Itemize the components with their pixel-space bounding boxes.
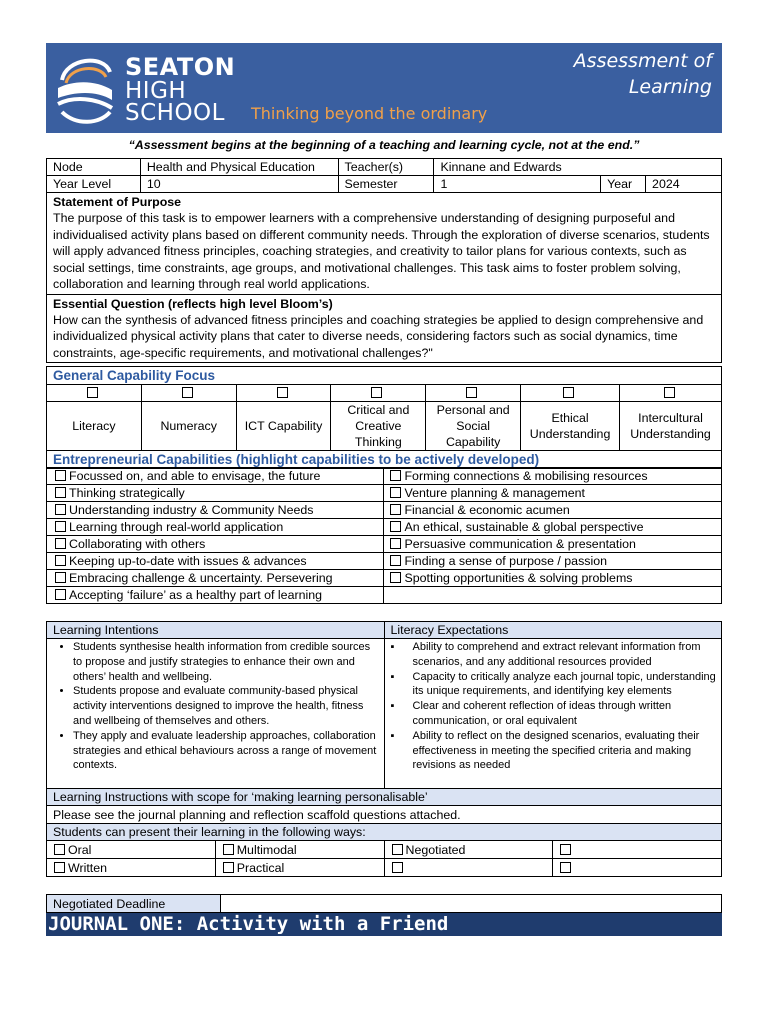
list-item: • Students synthesise health information from credible sources to propose and justify strategies to enhance their own and others’ health and wellbeing. [73, 640, 380, 684]
learning-intentions-heading: Learning Intentions [47, 622, 385, 639]
present-option-blank[interactable] [553, 841, 722, 859]
learning-intentions-cell [47, 639, 385, 789]
blank-checkbox[interactable] [560, 862, 571, 873]
list-item: ▪ Capacity to critically analyze each journal topic, understanding its unique requirements, and identifying key elements [391, 670, 717, 700]
present-option-blank[interactable] [553, 859, 722, 877]
ict-checkbox-cell[interactable] [236, 385, 331, 402]
journal-title: JOURNAL ONE: Activity with a Friend [46, 913, 722, 936]
ent-item[interactable]: Spotting opportunities & solving problems [384, 570, 722, 587]
present-option-negotiated[interactable]: Negotiated [384, 841, 553, 859]
ent-item[interactable]: Venture planning & management [384, 485, 722, 502]
learning-table [46, 621, 722, 877]
ent-checkbox[interactable] [55, 470, 66, 481]
present-option-written[interactable]: Written [47, 859, 216, 877]
task-info-table [46, 158, 722, 363]
ent-checkbox[interactable] [55, 589, 66, 600]
question-text: How can the synthesis of advanced fitness principles and coaching strategies be applied to design comprehensive and individualized physical activity plans that cater to diverse needs, considering factors such as social dynamics, time constraints, age-specific requirements, and motivational challenges?" [53, 312, 704, 360]
purpose-heading: Statement of Purpose [53, 195, 182, 209]
literacy-checkbox[interactable] [87, 387, 98, 398]
practical-checkbox[interactable] [223, 862, 234, 873]
deadline-label: Negotiated Deadline [47, 895, 221, 913]
learning-instructions-heading: Learning Instructions with scope for ‘making learning personalisable’ [47, 789, 722, 806]
blank-checkbox[interactable] [392, 862, 403, 873]
school-name-line3: SCHOOL [125, 100, 225, 126]
present-option-practical[interactable]: Practical [215, 859, 384, 877]
deadline-table [46, 894, 722, 913]
ict-checkbox[interactable] [277, 387, 288, 398]
ent-checkbox[interactable] [390, 538, 401, 549]
ent-item[interactable]: Embracing challenge & uncertainty. Persevering [47, 570, 384, 587]
intercultural-checkbox[interactable] [664, 387, 675, 398]
learning-instructions-text: Please see the journal planning and reflection scaffold questions attached. [47, 806, 722, 824]
personal-social-checkbox-cell[interactable] [426, 385, 521, 402]
present-option-oral[interactable]: Oral [47, 841, 216, 859]
purpose-text: The purpose of this task is to empower learners with a comprehensive understanding of designing purposeful and individualised activity plans based on different community needs. Through the exploration of diverse scenarios, students will apply advanced fitness principles, coaching strategies, and creativity to tailor plans for various contexts, such as social settings, time constraints, age groups, and motivational challenges. This task aims to foster problem solving, collaboration and learning through real world applications. [53, 211, 710, 291]
assessment-quote: “Assessment begins at the beginning of a teaching and learning cycle, not at the end.” [128, 138, 640, 152]
ent-item[interactable]: Persuasive communication & presentation [384, 536, 722, 553]
assessment-title [492, 48, 712, 100]
critical-thinking-checkbox[interactable] [371, 387, 382, 398]
school-name-line2: HIGH [125, 78, 187, 104]
assessment-title-line1: Assessment of [573, 50, 712, 72]
capability-critical-thinking: Critical and Creative Thinking [331, 402, 426, 451]
blank-checkbox[interactable] [560, 844, 571, 855]
deadline-value[interactable] [220, 895, 721, 913]
ent-empty-cell [384, 587, 722, 604]
capability-intercultural: Intercultural Understanding [620, 402, 722, 451]
capability-literacy: Literacy [47, 402, 142, 451]
essential-question [47, 294, 722, 363]
ent-checkbox[interactable] [55, 487, 66, 498]
question-heading: Essential Question (reflects high level Bloom’s) [53, 296, 333, 311]
ent-checkbox[interactable] [390, 521, 401, 532]
intercultural-checkbox-cell[interactable] [620, 385, 722, 402]
ent-item[interactable]: Learning through real-world application [47, 519, 384, 536]
ent-item[interactable]: Finding a sense of purpose / passion [384, 553, 722, 570]
oral-checkbox[interactable] [54, 844, 65, 855]
numeracy-checkbox[interactable] [182, 387, 193, 398]
ent-checkbox[interactable] [55, 521, 66, 532]
literacy-expectations-list [385, 640, 717, 773]
school-logo-icon [56, 50, 114, 126]
list-item: • Students propose and evaluate community-based physical activity interventions designed to improve the health, fitness and wellbeing of themselves and others. [73, 684, 380, 728]
present-option-blank[interactable] [384, 859, 553, 877]
capability-ethical: Ethical Understanding [521, 402, 620, 451]
negotiated-checkbox[interactable] [392, 844, 403, 855]
ent-checkbox[interactable] [390, 555, 401, 566]
capabilities-table [46, 366, 722, 469]
present-heading: Students can present their learning in the following ways: [47, 824, 722, 841]
ent-item[interactable]: Forming connections & mobilising resources [384, 468, 722, 485]
literacy-expectations-heading: Literacy Expectations [384, 622, 721, 639]
ent-checkbox[interactable] [55, 572, 66, 583]
literacy-checkbox-cell[interactable] [47, 385, 142, 402]
literacy-expectations-cell [384, 639, 721, 789]
written-checkbox[interactable] [54, 862, 65, 873]
semester-value: 1 [434, 176, 601, 193]
ent-checkbox[interactable] [390, 487, 401, 498]
learning-intentions-list [53, 640, 380, 773]
statement-of-purpose [47, 193, 722, 295]
school-name-line1: SEATON [125, 53, 236, 81]
assessment-title-line2: Learning [628, 76, 712, 98]
entrepreneurial-table [46, 467, 722, 604]
capability-personal-social: Personal and Social Capability [426, 402, 521, 451]
year-level-label: Year Level [47, 176, 141, 193]
ent-checkbox[interactable] [55, 538, 66, 549]
teacher-label: Teacher(s) [338, 159, 434, 176]
ent-item[interactable]: Collaborating with others [47, 536, 384, 553]
multimodal-checkbox[interactable] [223, 844, 234, 855]
teacher-value: Kinnane and Edwards [434, 159, 722, 176]
ethical-checkbox-cell[interactable] [521, 385, 620, 402]
personal-social-checkbox[interactable] [466, 387, 477, 398]
list-item: ▪ Clear and coherent reflection of ideas through written communication, or oral equivalent [391, 699, 717, 729]
ent-checkbox[interactable] [390, 470, 401, 481]
ent-checkbox[interactable] [390, 504, 401, 515]
capability-numeracy: Numeracy [141, 402, 236, 451]
ent-item[interactable]: Accepting ‘failure’ as a healthy part of learning [47, 587, 384, 604]
ent-item[interactable]: Focussed on, and able to envisage, the future [47, 468, 384, 485]
year-label: Year [601, 176, 646, 193]
ent-checkbox[interactable] [55, 555, 66, 566]
ent-item[interactable]: An ethical, sustainable & global perspective [384, 519, 722, 536]
year-level-value: 10 [140, 176, 338, 193]
numeracy-checkbox-cell[interactable] [141, 385, 236, 402]
school-tagline: Thinking beyond the ordinary [251, 104, 488, 123]
ent-item[interactable]: Understanding industry & Community Needs [47, 502, 384, 519]
list-item: ▪ Ability to comprehend and extract relevant information from scenarios, and any additional resources provided [391, 640, 717, 670]
ent-item[interactable]: Thinking strategically [47, 485, 384, 502]
general-capability-heading: General Capability Focus [47, 367, 722, 385]
ethical-checkbox[interactable] [563, 387, 574, 398]
ent-item[interactable]: Financial & economic acumen [384, 502, 722, 519]
year-value: 2024 [646, 176, 722, 193]
present-option-multimodal[interactable]: Multimodal [215, 841, 384, 859]
ent-checkbox[interactable] [390, 572, 401, 583]
node-label: Node [47, 159, 141, 176]
entrepreneurial-heading: Entrepreneurial Capabilities (highlight capabilities to be actively developed) [47, 451, 722, 469]
node-value: Health and Physical Education [140, 159, 338, 176]
semester-label: Semester [338, 176, 434, 193]
capability-ict: ICT Capability [236, 402, 331, 451]
critical-thinking-checkbox-cell[interactable] [331, 385, 426, 402]
ent-checkbox[interactable] [55, 504, 66, 515]
list-item: ▪ Ability to reflect on the designed scenarios, evaluating their effectiveness in meeting the specified criteria and making revisions as needed [391, 729, 717, 773]
ent-item[interactable]: Keeping up-to-date with issues & advances [47, 553, 384, 570]
list-item: • They apply and evaluate leadership approaches, collaboration strategies and ethical behaviours across a range of movement contexts. [73, 729, 380, 773]
